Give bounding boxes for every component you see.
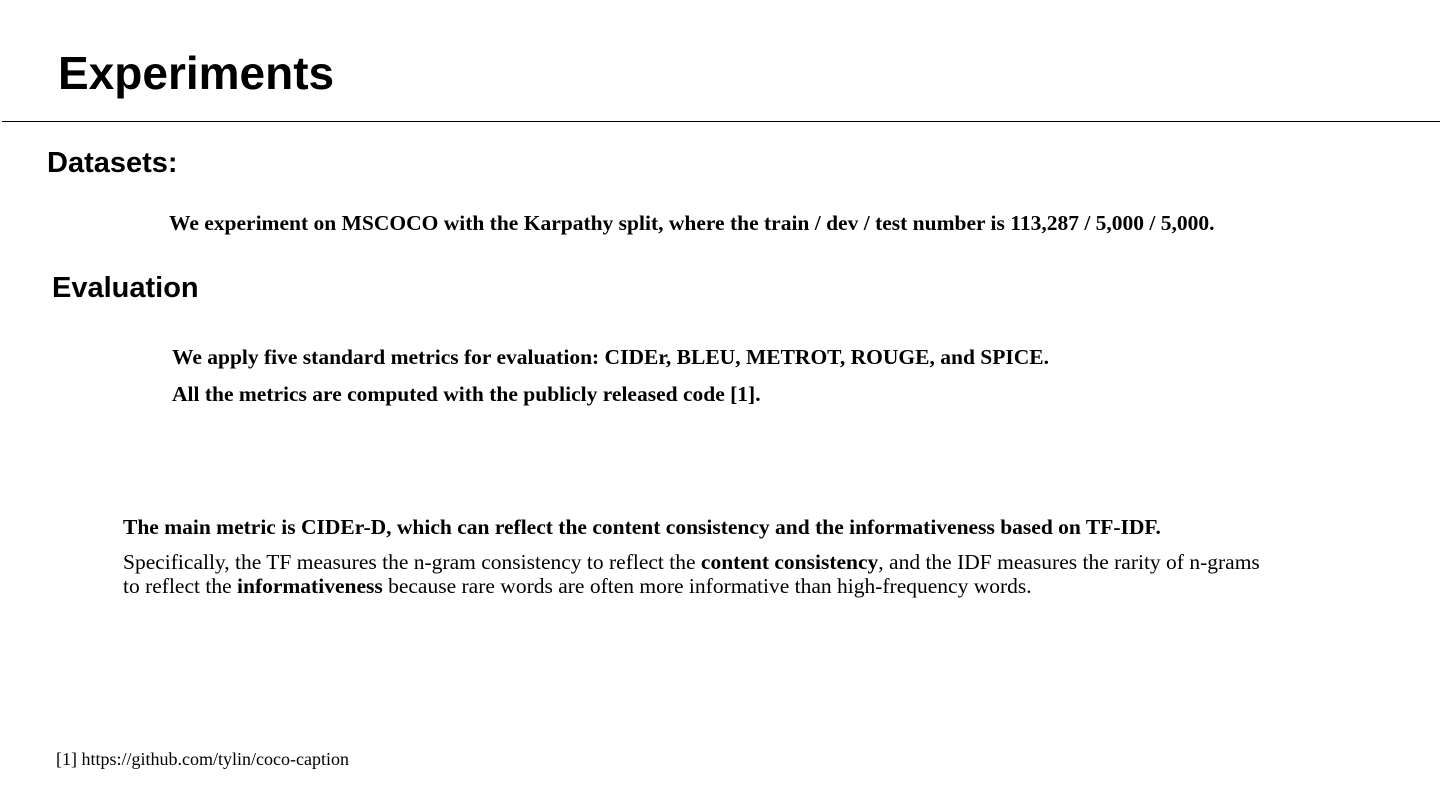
slide-title: Experiments [58,47,335,99]
spec1-text-before: Specifically, the TF measures the n-gram consistency to reflect the [123,550,701,574]
footnote-reference: [1] https://github.com/tylin/coco-caption [56,749,349,769]
spec1-text-after: , and the IDF measures the rarity of n-grams [878,550,1260,574]
title-divider [2,121,1440,122]
evaluation-code-line: All the metrics are computed with the publicly released code [1]. [172,382,761,406]
spec2-bold-term: informativeness [237,574,383,598]
spec2-text-after: because rare words are often more informative than high-frequency words. [382,574,1032,598]
specification-line-2 [123,573,1032,599]
datasets-heading: Datasets: [47,147,178,179]
spec1-bold-term: content consistency [700,550,879,574]
datasets-description: We experiment on MSCOCO with the Karpathy split, where the train / dev / test number is 113,287 / 5,000 / 5,000. [169,211,1215,235]
spec2-text-before: to reflect the [123,574,238,598]
evaluation-heading: Evaluation [52,272,199,304]
evaluation-metrics-line: We apply five standard metrics for evaluation: CIDEr, BLEU, METROT, ROUGE, and SPICE. [172,345,1049,369]
specification-line-1 [123,549,1260,575]
main-metric-sentence: The main metric is CIDEr-D, which can reflect the content consistency and the informativeness based on TF-IDF. [123,515,1161,539]
